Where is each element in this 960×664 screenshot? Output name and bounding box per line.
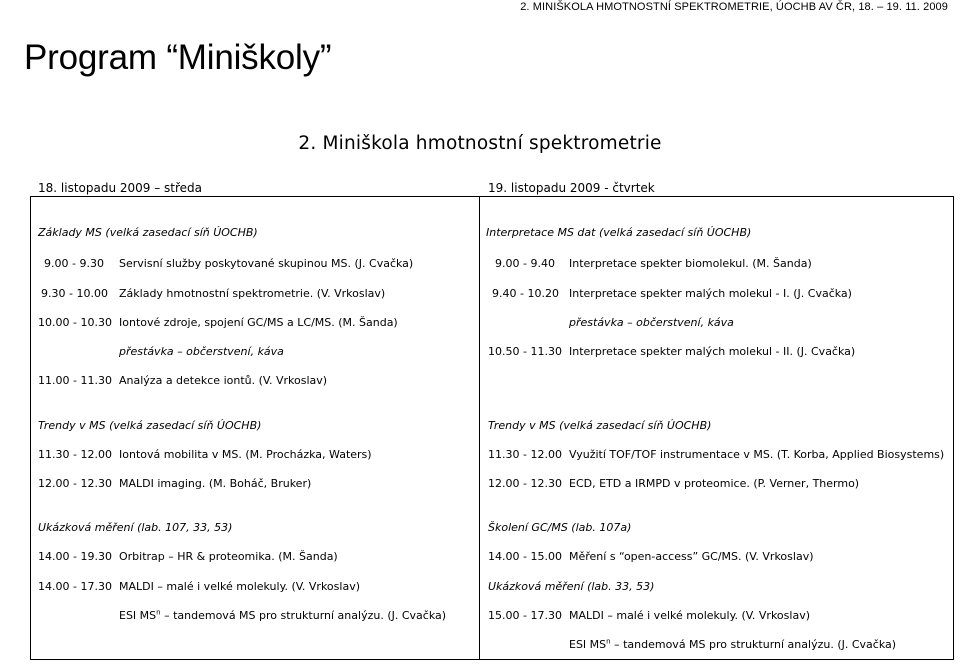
schedule-time: 10.50 - 11.30 <box>488 345 562 358</box>
schedule-item: MALDI – malé i velké molekuly. (V. Vrkoslav) <box>569 609 810 622</box>
schedule-item: Využití TOF/TOF instrumentace v MS. (T. Korba, Applied Biosystems) <box>569 448 945 461</box>
schedule-time: 11.00 - 11.30 <box>38 374 112 387</box>
schedule-time: 11.30 - 12.00 <box>38 448 112 461</box>
schedule-item: Analýza a detekce iontů. (V. Vrkoslav) <box>119 374 328 387</box>
day2-section-gcms-title: Školení GC/MS (lab. 107a) <box>488 521 632 534</box>
day1-section-trends-title: Trendy v MS (velká zasedací síň ÚOCHB) <box>38 419 262 432</box>
document-title: 2. Miniškola hmotnostní spektrometrie <box>298 133 662 154</box>
table-right-border <box>953 196 954 660</box>
day1-section-demo-title: Ukázková měření (lab. 107, 33, 53) <box>38 521 233 534</box>
schedule-item: Interpretace spekter malých molekul - I. (J. Cvačka) <box>569 287 852 300</box>
schedule-time: 14.00 - 15.00 <box>488 550 562 563</box>
esi-ms-text: – tandemová MS pro strukturní analýzu. (J. Cvačka) <box>610 638 897 651</box>
schedule-time: 10.00 - 10.30 <box>38 316 112 329</box>
schedule-time: 12.00 - 12.30 <box>488 477 562 490</box>
table-bottom-border <box>30 659 954 660</box>
superscript-n: n <box>156 608 161 617</box>
superscript-n: n <box>606 637 611 646</box>
day2-section-interpretation-title: Interpretace MS dat (velká zasedací síň ÚOCHB) <box>486 226 752 239</box>
schedule-item: MALDI – malé i velké molekuly. (V. Vrkoslav) <box>119 580 360 593</box>
schedule-item: MALDI imaging. (M. Boháč, Bruker) <box>119 477 312 490</box>
esi-ms-text: – tandemová MS pro strukturní analýzu. (J. Cvačka) <box>160 609 447 622</box>
table-left-border <box>30 196 31 660</box>
event-header-line: 2. MINIŠKOLA HMOTNOSTNÍ SPEKTROMETRIE, ÚOCHB AV ČR, 18. – 19. 11. 2009 <box>520 1 948 13</box>
schedule-item: Servisní služby poskytované skupinou MS. (J. Cvačka) <box>119 257 414 270</box>
day2-date: 19. listopadu 2009 - čtvrtek <box>488 181 655 195</box>
day2-section-trends-title: Trendy v MS (velká zasedací síň ÚOCHB) <box>488 419 712 432</box>
schedule-item: Měření s “open-access” GC/MS. (V. Vrkoslav) <box>569 550 814 563</box>
day1-date: 18. listopadu 2009 – středa <box>38 181 203 195</box>
schedule-item: Iontová mobilita v MS. (M. Procházka, Waters) <box>119 448 372 461</box>
schedule-time: 11.30 - 12.00 <box>488 448 562 461</box>
esi-ms-label: ESI MS <box>569 638 607 651</box>
schedule-item <box>119 609 446 622</box>
schedule-time: 9.30 - 10.00 <box>41 287 108 300</box>
schedule-item: Orbitrap – HR & proteomika. (M. Šanda) <box>119 550 338 563</box>
day1-section-basics-title: Základy MS (velká zasedací síň ÚOCHB) <box>38 226 258 239</box>
schedule-item: Iontové zdroje, spojení GC/MS a LC/MS. (M. Šanda) <box>119 316 398 329</box>
schedule-time: 15.00 - 17.30 <box>488 609 562 622</box>
schedule-item: ECD, ETD a IRMPD v proteomice. (P. Verner, Thermo) <box>569 477 860 490</box>
day2-break: přestávka – občerstvení, káva <box>569 316 734 329</box>
day2-section-demo-title: Ukázková měření (lab. 33, 53) <box>488 580 655 593</box>
schedule-item <box>569 638 896 651</box>
schedule-item: Základy hmotnostní spektrometrie. (V. Vrkoslav) <box>119 287 386 300</box>
schedule-time: 9.00 - 9.40 <box>495 257 555 270</box>
day1-break: přestávka – občerstvení, káva <box>119 345 284 358</box>
table-top-border <box>30 196 954 197</box>
esi-ms-label: ESI MS <box>119 609 157 622</box>
schedule-time: 9.00 - 9.30 <box>44 257 104 270</box>
schedule-time: 14.00 - 19.30 <box>38 550 112 563</box>
slide-title: Program “Miniškoly” <box>24 38 332 77</box>
schedule-item: Interpretace spekter malých molekul - II. (J. Cvačka) <box>569 345 856 358</box>
table-middle-divider <box>479 196 480 660</box>
schedule-time: 9.40 - 10.20 <box>492 287 559 300</box>
schedule-time: 14.00 - 17.30 <box>38 580 112 593</box>
schedule-time: 12.00 - 12.30 <box>38 477 112 490</box>
schedule-item: Interpretace spekter biomolekul. (M. Šanda) <box>569 257 812 270</box>
